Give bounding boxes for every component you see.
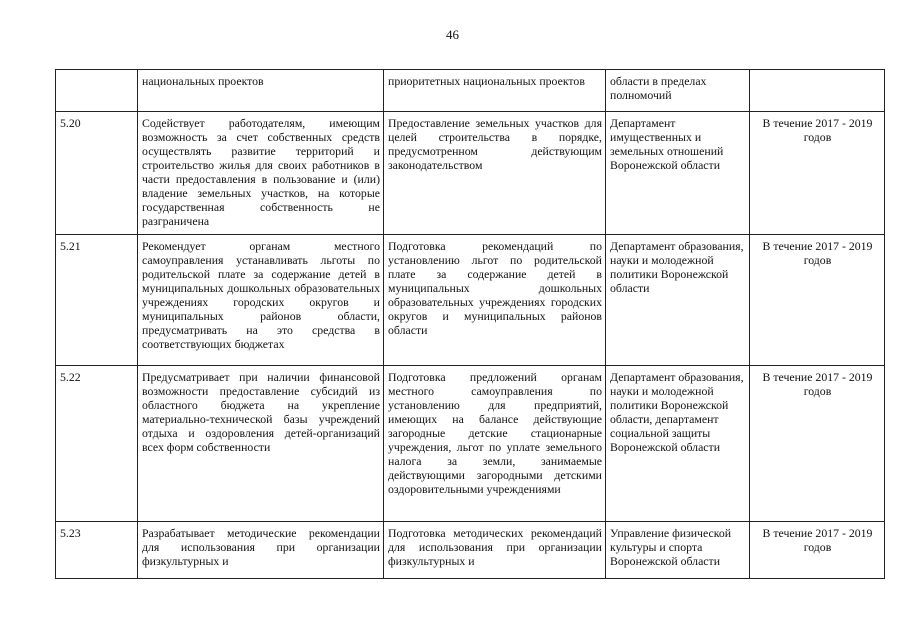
mechanism-cell: Предоставление земельных участков для целей строительства в порядке, предусмотренном действующим законодательством (384, 112, 606, 235)
item-number: 5.20 (56, 112, 138, 235)
action-cell: национальных проектов (138, 70, 384, 112)
executor-cell: Управление физической культуры и спорта Воронежской области (606, 522, 750, 579)
table-row (56, 112, 885, 235)
action-cell: Содействует работодателям, имеющим возможность за счет собственных средств осуществлять развитие территорий и строительство жилья для своих работников в части предоставления в пользование и (или) владение земельных участков, на которые государственная собственность не разграничена (138, 112, 384, 235)
action-cell: Рекомендует органам местного самоуправления устанавливать льготы по родительской плате за содержание детей в муниципальных дошкольных образовательных учреждениях городских округов и муниципальных районов области, предусматривать на это средства в соответствующих бюджетах (138, 235, 384, 366)
mechanism-cell: Подготовка рекомендаций по установлению льгот по родительской плате за содержание детей в муниципальных дошкольных образовательных учреждениях городских округов и муниципальных районов области (384, 235, 606, 366)
action-cell: Предусматривает при наличии финансовой возможности предоставление субсидий из областного бюджета на укрепление материально-технической базы учреждений отдыха и оздоровления детей-организаций всех форм собственности (138, 366, 384, 522)
term-cell: В течение 2017 - 2019 годов (750, 112, 885, 235)
term-cell: В течение 2017 - 2019 годов (750, 366, 885, 522)
measures-table (55, 69, 885, 579)
table-row (56, 522, 885, 579)
page-number: 46 (446, 27, 459, 42)
action-cell: Разрабатывает методические рекомендации для использования при организации физкультурных и (138, 522, 384, 579)
executor-cell: Департамент образования, науки и молодежной политики Воронежской области (606, 235, 750, 366)
item-number: 5.21 (56, 235, 138, 366)
mechanism-cell: приоритетных национальных проектов (384, 70, 606, 112)
executor-cell: области в пределах полномочий (606, 70, 750, 112)
mechanism-cell: Подготовка методических рекомендаций для использования при организации физкультурных и (384, 522, 606, 579)
item-number: 5.23 (56, 522, 138, 579)
table-row (56, 235, 885, 366)
term-cell: В течение 2017 - 2019 годов (750, 235, 885, 366)
table-row (56, 70, 885, 112)
term-cell (750, 70, 885, 112)
executor-cell: Департамент образования, науки и молодежной политики Воронежской области, департамент социальной защиты Воронежской области (606, 366, 750, 522)
term-cell: В течение 2017 - 2019 годов (750, 522, 885, 579)
executor-cell: Департамент имущественных и земельных отношений Воронежской области (606, 112, 750, 235)
item-number (56, 70, 138, 112)
table-row (56, 366, 885, 522)
item-number: 5.22 (56, 366, 138, 522)
mechanism-cell: Подготовка предложений органам местного самоуправления по установлению для предприятий, имеющих на балансе действующие загородные детские стационарные учреждения, льгот по уплате земельного налога за земли, занимаемые действующими загородными детскими оздоровительными учреждениями (384, 366, 606, 522)
